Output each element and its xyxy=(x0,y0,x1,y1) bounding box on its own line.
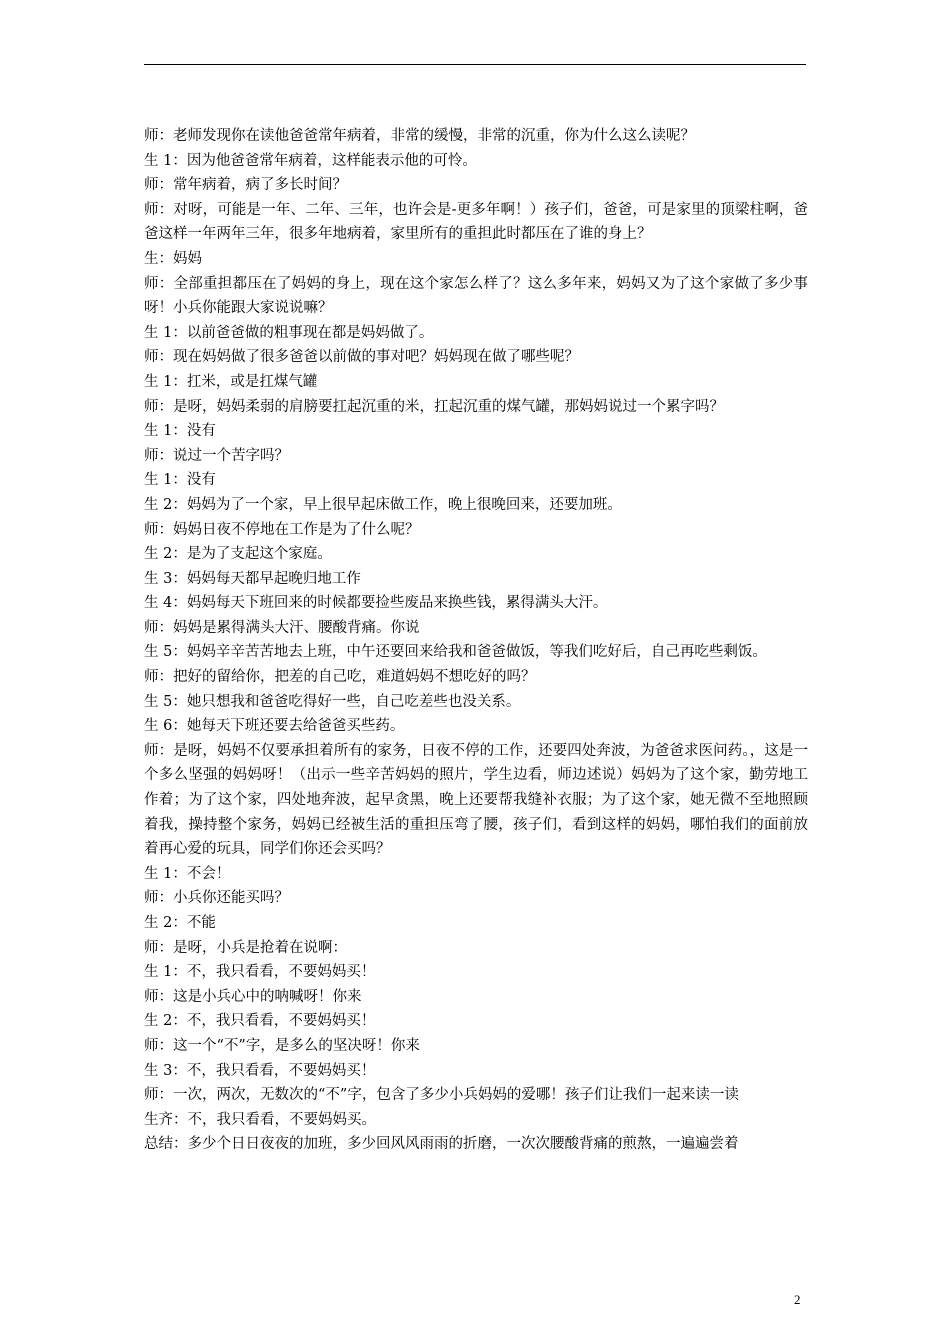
dialogue-line: 生：妈妈 xyxy=(144,250,202,267)
dialogue-text xyxy=(144,124,808,1157)
dialogue-line: 师：把好的留给你，把差的自己吃，难道妈妈不想吃好的吗？ xyxy=(144,669,536,686)
dialogue-line: 师：是呀，小兵是抢着在说啊： xyxy=(144,939,347,956)
dialogue-line: 生 1：没有 xyxy=(144,423,216,440)
dialogue-line: 生 5：她只想我和爸爸吃得好一些，自己吃差些也没关系。 xyxy=(144,693,521,710)
dialogue-line: 生 3：不，我只看看，不要妈妈买！ xyxy=(144,1062,376,1079)
dialogue-line: 师：一次，两次，无数次的“不”字，包含了多少小兵妈妈的爱哪！孩子们让我们一起来读一读 xyxy=(144,1087,739,1104)
dialogue-line: 生 2：是为了支起这个家庭。 xyxy=(144,546,332,563)
dialogue-line: 师：全部重担都压在了妈妈的身上，现在这个家怎么样了？这么多年来，妈妈又为了这个家做了多少事呀！小兵你能跟大家说说嘛？ xyxy=(144,275,808,317)
dialogue-line: 生 5：妈妈辛辛苦苦地去上班，中午还要回来给我和爸爸做饭，等我们吃好后，自己再吃些剩饭。 xyxy=(144,644,767,661)
dialogue-line: 生 6：她每天下班还要去给爸爸买些药。 xyxy=(144,718,405,735)
dialogue-line: 师：这一个“不”字，是多么的坚决呀！你来 xyxy=(144,1037,420,1054)
dialogue-line: 师：是呀，妈妈不仅要承担着所有的家务，日夜不停的工作，还要四处奔波，为爸爸求医问药。，这是一个多么坚强的妈妈呀！（出示一些辛苦妈妈的照片，学生边看，师边述说）妈妈为了这个家，勤劳地工作着；为了这个家，四处地奔波，起早贪黑，晚上还要帮我缝补衣服；为了这个家，她无微不至地照顾着我，操持整个家务，妈妈已经被生活的重担压弯了腰，孩子们，看到这样的妈妈，哪怕我们的面前放着再心爱的玩具，同学们你还会买吗？ xyxy=(144,742,808,858)
dialogue-line: 生 2：不，我只看看，不要妈妈买！ xyxy=(144,1013,376,1030)
dialogue-line: 总结：多少个日日夜夜的加班，多少回风风雨雨的折磨，一次次腰酸背痛的煎熬，一遍遍尝着 xyxy=(144,1136,739,1153)
dialogue-line: 师：现在妈妈做了很多爸爸以前做的事对吧？妈妈现在做了哪些呢？ xyxy=(144,349,579,366)
dialogue-line: 生 2：妈妈为了一个家，早上很早起床做工作，晚上很晚回来，还要加班。 xyxy=(144,496,622,513)
dialogue-line: 师：妈妈是累得满头大汗、腰酸背痛。你说 xyxy=(144,619,420,636)
header-rule xyxy=(144,64,806,65)
dialogue-line: 师：常年病着，病了多长时间？ xyxy=(144,177,347,194)
dialogue-line: 生 1：因为他爸爸常年病着，这样能表示他的可怜。 xyxy=(144,152,477,169)
dialogue-line: 生 1：不，我只看看，不要妈妈买！ xyxy=(144,964,376,981)
dialogue-line: 生 4：妈妈每天下班回来的时候都要捡些废品来换些钱，累得满头大汗。 xyxy=(144,595,608,612)
dialogue-line: 生 2：不能 xyxy=(144,915,216,931)
dialogue-line: 生 1：不会！ xyxy=(144,865,231,882)
dialogue-line: 师：妈妈日夜不停地在工作是为了什么呢？ xyxy=(144,521,420,538)
dialogue-line: 师：老师发现你在读他爸爸常年病着，非常的缓慢，非常的沉重，你为什么这么读呢？ xyxy=(144,128,695,144)
dialogue-line: 师：这是小兵心中的呐喊呀！你来 xyxy=(144,988,362,1005)
dialogue-line: 生 3：妈妈每天都早起晚归地工作 xyxy=(144,570,361,587)
dialogue-line: 师：对呀，可能是一年、二年、三年，也许会是-更多年啊！）孩子们，爸爸，可是家里的顶梁柱啊，爸爸这样一年两年三年，很多年地病着，家里所有的重担此时都压在了谁的身上？ xyxy=(144,201,808,243)
dialogue-line: 生 1：以前爸爸做的粗事现在都是妈妈做了。 xyxy=(144,324,434,341)
dialogue-line: 生齐：不，我只看看，不要妈妈买。 xyxy=(144,1111,376,1128)
dialogue-line: 师：说过一个苦字吗？ xyxy=(144,447,289,464)
dialogue-line: 生 1：没有 xyxy=(144,472,216,489)
dialogue-line: 师：是呀，妈妈柔弱的肩膀要扛起沉重的米，扛起沉重的煤气罐，那妈妈说过一个累字吗？ xyxy=(144,398,724,415)
dialogue-line: 生 1：扛米，或是扛煤气罐 xyxy=(144,373,318,390)
dialogue-line: 师：小兵你还能买吗？ xyxy=(144,890,289,907)
page-number: 2 xyxy=(794,1292,801,1307)
